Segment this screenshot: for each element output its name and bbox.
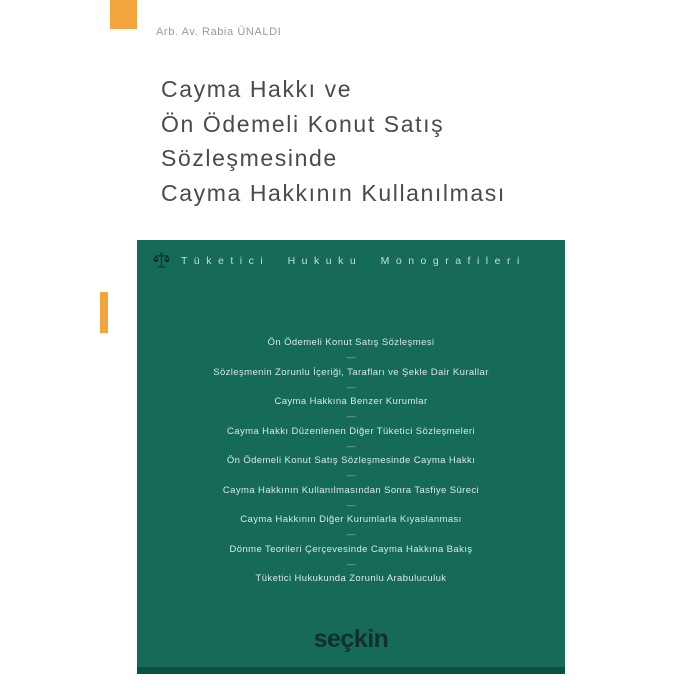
toc-item: Dönme Teorileri Çerçevesinde Cayma Hakkına Bakış [229,543,473,555]
toc-separator: — [346,381,356,392]
toc-separator: — [346,499,356,510]
series-panel [137,240,565,674]
book-title-line: Sözleşmesinde [161,145,338,171]
scales-of-justice-icon [153,251,170,270]
toc-item: Ön Ödemeli Konut Satış Sözleşmesinde Cayma Hakkı [226,455,476,466]
toc-item: Sözleşmenin Zorunlu İçeriği, Tarafları ve Şekle Dair Kurallar [213,366,489,378]
panel-footer-strip [137,667,565,674]
toc-separator: — [346,352,356,362]
toc-item: Cayma Hakkının Kullanılmasından Sonra Tasfiye Süreci [222,484,480,496]
book-title-line: Cayma Hakkının Kullanılması [161,179,506,206]
toc-separator: — [346,558,356,569]
toc-separator: — [346,529,356,539]
publisher-logo: seçkin [313,625,389,653]
toc-separator: — [346,440,356,451]
toc-item: Cayma Hakkına Benzer Kurumlar [274,396,428,407]
toc-separator: — [346,411,356,421]
toc-item: Ön Ödemeli Konut Satış Sözleşmesi [267,337,435,348]
book-title-line: Ön Ödemeli Konut Satış [161,110,445,137]
series-title: Tüketici Hukuku Monografileri [181,254,526,267]
book-title-line: Cayma Hakkı ve [161,76,353,102]
author-name: Arb. Av. Rabia ÜNALDI [156,26,282,38]
series-header [153,251,526,270]
accent-bar [100,292,108,333]
toc-item: Cayma Hakkının Diğer Kurumlarla Kıyaslanması [240,514,462,525]
toc-item: Cayma Hakkı Düzenlenen Diğer Tüketici Sözleşmeleri [227,425,475,437]
book-title [161,72,506,210]
toc-list [137,336,565,586]
toc-separator: — [346,470,356,480]
toc-item: Tüketici Hukukunda Zorunlu Arabuluculuk [255,573,447,584]
accent-square [110,0,137,29]
